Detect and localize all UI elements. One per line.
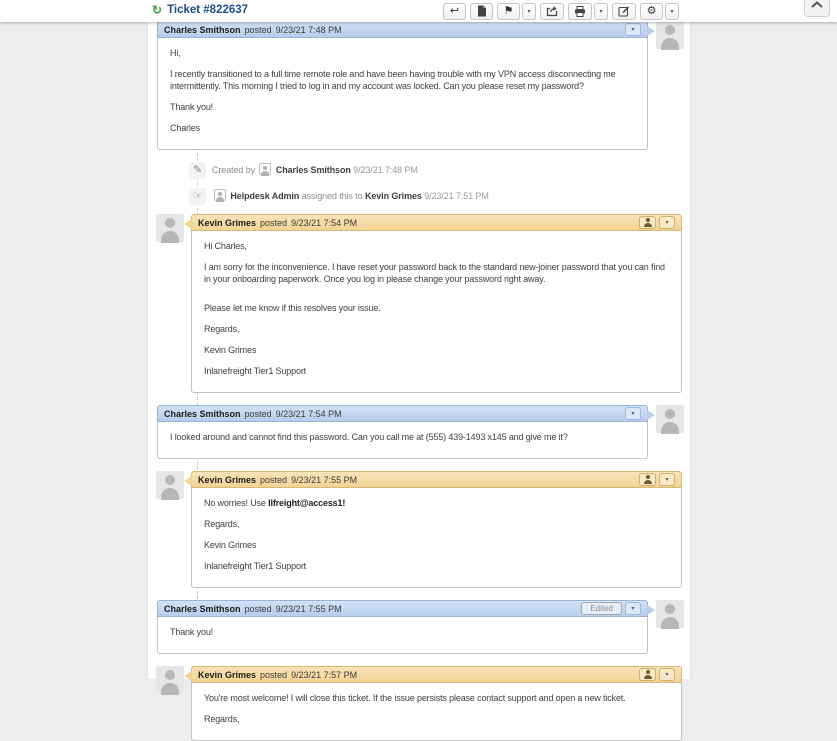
posted-label: posted [260,474,288,485]
agent-info-button[interactable] [639,668,656,681]
author-name: Charles Smithson [164,24,241,35]
document-icon [477,5,487,17]
event-timestamp: 9/23/21 7:51 PM [424,191,489,201]
thread-message [157,21,648,150]
agent-info-button[interactable] [639,216,656,229]
message-paragraph: Charles [170,123,200,133]
avatar-icon [214,189,226,201]
event-user: Helpdesk Admin [230,191,300,201]
flag-button[interactable] [497,3,520,20]
chevron-down-icon: ▾ [599,8,603,15]
share-button[interactable] [540,3,564,20]
agent-avatar [156,666,184,694]
thread-response [191,214,682,393]
person-icon [643,670,652,679]
flag-caret-button[interactable] [522,3,536,20]
message-paragraph: Regards, [204,519,240,529]
message-paragraph: Kevin Grimes [204,540,257,550]
share-icon [546,5,558,17]
message-paragraph: Inlanefreight Tier1 Support [204,561,307,571]
flag-icon: ⚑ [503,4,514,17]
entry-options-button[interactable] [659,668,675,681]
author-name: Charles Smithson [164,408,241,419]
message-header [157,405,648,422]
print-button[interactable] [568,3,592,20]
bubble-arrow [184,219,192,229]
message-paragraph: You're most welcome! I will close this ticket. If the issue persists please contact support and open a new ticket. [204,693,626,703]
hand-pointing-icon: ☞ [189,188,206,205]
timestamp: 9/23/21 7:55 PM [275,603,342,614]
response-header [191,214,682,231]
chevron-up-icon [811,0,823,13]
thread-response [191,471,682,588]
message-body [157,422,648,459]
timestamp: 9/23/21 7:48 PM [275,24,342,35]
gear-icon: ⚙ [646,4,657,17]
posted-label: posted [260,669,288,680]
chevron-down-icon: ▾ [631,411,635,417]
posted-label: posted [244,24,272,35]
message-paragraph: Thank you! [170,102,214,112]
message-paragraph: Kevin Grimes [204,345,257,355]
message-body [157,617,648,654]
posted-label: posted [244,408,272,419]
posted-label: posted [260,217,288,228]
password-text: Ilfreight@access1! [268,498,346,508]
password-prefix-text: No worries! Use [204,498,269,508]
edited-badge[interactable]: Edited [581,602,622,615]
chevron-down-icon: ▾ [665,672,669,678]
agent-avatar [156,471,184,499]
message-paragraph: I am sorry for the inconvenience. I have reset your password back to the standard new-joiner password that you can find in your onboarding paperwork. Once you log in please change your password right away. [204,262,665,284]
timestamp: 9/23/21 7:54 PM [275,408,342,419]
event-assignee: Kevin Grimes [364,191,422,201]
refresh-icon[interactable]: ↻ [152,3,163,17]
message-paragraph: I recently transitioned to a full time remote role and have been having trouble with my VPN access disconnecting me intermittently. This morning I tried to log in and my account was locked. Can you please reset my password? [170,69,616,91]
event-text: Created by [212,165,256,175]
settings-caret-button[interactable] [665,3,679,20]
edit-button[interactable] [612,3,636,20]
event-user: Charles Smithson [275,165,351,175]
agent-avatar [156,214,184,242]
chevron-down-icon: ▾ [631,606,635,612]
event-text: assigned this to [301,191,363,201]
agent-info-button[interactable] [639,473,656,486]
message-paragraph: Hi, [170,48,181,58]
author-name: Kevin Grimes [198,217,257,228]
response-body [191,231,682,393]
timestamp: 9/23/21 7:54 PM [291,217,358,228]
timestamp: 9/23/21 7:57 PM [291,669,358,680]
entry-options-button[interactable] [659,216,675,229]
chevron-down-icon: ▾ [665,477,669,483]
message-paragraph: Hi Charles, [204,241,247,251]
thread-event-created [148,162,690,179]
entry-options-button[interactable] [625,602,641,615]
message-paragraph: Thank you! [170,627,214,637]
message-paragraph [204,497,669,509]
message-body [157,38,648,150]
user-avatar [656,405,684,433]
ticket-header-bar [0,0,837,22]
user-avatar [656,21,684,49]
user-avatar [656,600,684,628]
printer-icon [574,6,586,17]
pencil-icon: ✎ [189,162,206,179]
entry-options-button[interactable] [625,23,641,36]
event-timestamp: 9/23/21 7:48 PM [353,165,418,175]
bubble-arrow [184,671,192,681]
person-icon [643,475,652,484]
chevron-down-icon: ▾ [670,8,674,15]
response-header [191,666,682,683]
message-paragraph: Regards, [204,324,240,334]
bubble-arrow [647,605,655,615]
ticket-toolbar [443,2,679,20]
thread-response [191,666,682,741]
reply-button[interactable] [443,3,466,20]
author-name: Charles Smithson [164,603,241,614]
ticket-thread [147,0,691,724]
author-name: Kevin Grimes [198,669,257,680]
message-paragraph: Inlanefreight Tier1 Support [204,366,307,376]
author-name: Kevin Grimes [198,474,257,485]
response-body [191,488,682,588]
edit-icon [618,5,630,17]
message-header [157,600,648,617]
scroll-to-top-button[interactable] [804,0,830,17]
response-body [191,683,682,741]
entry-options-button[interactable] [659,473,675,486]
message-paragraph: I looked around and cannot find this password. Can you call me at (555) 439-1493 x145 and give me it? [170,432,568,442]
bubble-arrow [647,410,655,420]
message-header [157,21,648,38]
print-caret-button[interactable] [594,3,608,20]
message-paragraph: Please let me know if this resolves your issue. [204,303,381,313]
chevron-down-icon: ▾ [527,8,531,15]
timestamp: 9/23/21 7:55 PM [291,474,358,485]
reply-arrow-icon: ↩ [449,4,460,17]
avatar-icon [259,163,271,175]
thread-message [157,405,648,459]
person-icon [643,218,652,227]
message-paragraph: Regards, [204,714,240,724]
response-header [191,471,682,488]
entry-options-button[interactable] [625,407,641,420]
post-note-button[interactable] [470,3,493,20]
thread-event-assigned [148,188,690,205]
thread-message [157,600,648,654]
bubble-arrow [647,26,655,36]
chevron-down-icon: ▾ [665,220,669,226]
more-options-button[interactable] [640,3,663,20]
page-title: Ticket #822637 [167,4,249,16]
posted-label: posted [244,603,272,614]
bubble-arrow [184,476,192,486]
chevron-down-icon: ▾ [631,27,635,33]
